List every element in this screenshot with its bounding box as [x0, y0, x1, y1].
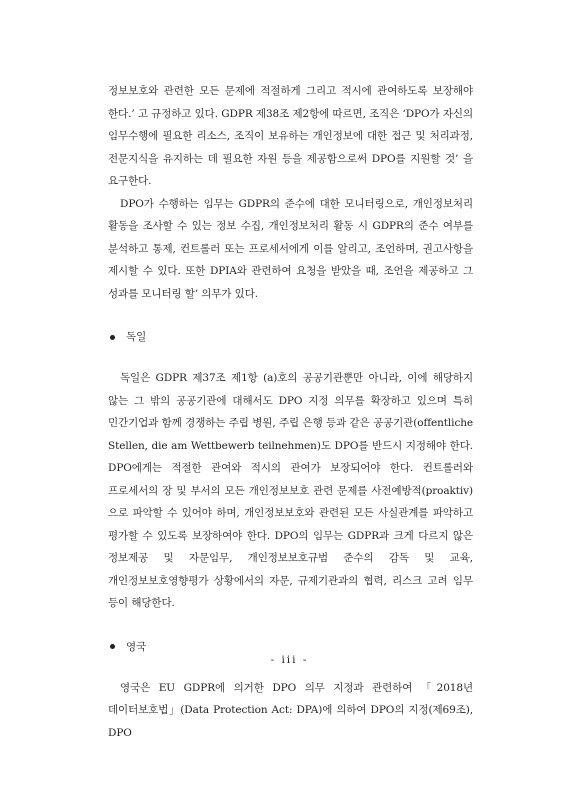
page-body — [108, 80, 473, 744]
spacer — [108, 305, 473, 326]
spacer — [108, 615, 473, 636]
bullet-icon — [110, 335, 115, 340]
paragraph-dpo-involvement: 정보보호와 관련한 모든 문제에 적절하게 그리고 적시에 관여하도록 보장해야 한다.’ 고 규정하고 있다. GDPR 제38조 제2항에 따르면, 조직은 ‘DPO가 자신의 임무수행에 필요한 리소스, 조직이 보유하는 개인정보에 대한 접근 및 처리과정, 전문지식을 유지하는 데 필요한 자원 등을 제공함으로써 DPO를 지원할 것’ 을 요구한다. — [108, 85, 473, 187]
paragraph-uk: 영국은 EU GDPR에 의거한 DPO 의무 지정과 관련하여 「2018년 데이터보호법」(Data Protection Act: DPA)에 의하여 DPO의 지정(제69조), DPO — [108, 681, 473, 739]
section-heading-label: 독일 — [126, 331, 147, 343]
spacer — [108, 348, 473, 367]
section-heading-label: 영국 — [126, 640, 147, 653]
bullet-icon — [110, 644, 115, 649]
paragraph-dpo-duties: DPO가 수행하는 임무는 GDPR의 준수에 대한 모니터링으로, 개인정보처리 활동을 조사할 수 있는 정보 수집, 개인정보처리 활동 시 GDPR의 준수 여부를 분석하고 통제, 컨트롤러 또는 프로세서에게 이를 알리고, 조언하며, 권고사항을 제시할 수 있다. 또한 DPIA와 관련하여 요청을 받았을 때, 조언을 제공하고 그 성과를 모니터링 할’ 의무가 있다. — [108, 197, 473, 300]
section-heading-germany — [108, 326, 473, 348]
page-number: - iii - — [270, 654, 309, 666]
paragraph-germany: 독일은 GDPR 제37조 제1항 (a)호의 공공기관뿐만 아니라, 이에 해당하지 않는 그 밖의 공공기관에 대해서도 DPO 지정 의무를 확장하고 있으며 특히 민간기업과 함께 경쟁하는 주립 병원, 주립 은행 등과 같은 공공기관(offentliche Stellen, die am Wettbewerb teilnehmen)도 DPO를 반드시 지정해야 한다. DPO에게는 적절한 관여와 적시의 관여가 보장되어야 한다. 컨트롤러와 프로세서의 장 및 부서의 모든 개인정보보호 관련 문제를 사전예방적(proaktiv)으로 파악할 수 있어야 하며, 개인정보보호와 관련된 모든 사실관계를 파악하고 평가할 수 있도록 보장하여야 한다. DPO의 임무는 GDPR과 크게 다르지 않은 정보제공 및 자문임무, 개인정보보호규범 준수의 감독 및 교육, 개인정보보호영향평가 상황에서의 자문, 규제기관과의 협력, 리스크 고려 임무 등이 해당한다. — [108, 372, 473, 609]
